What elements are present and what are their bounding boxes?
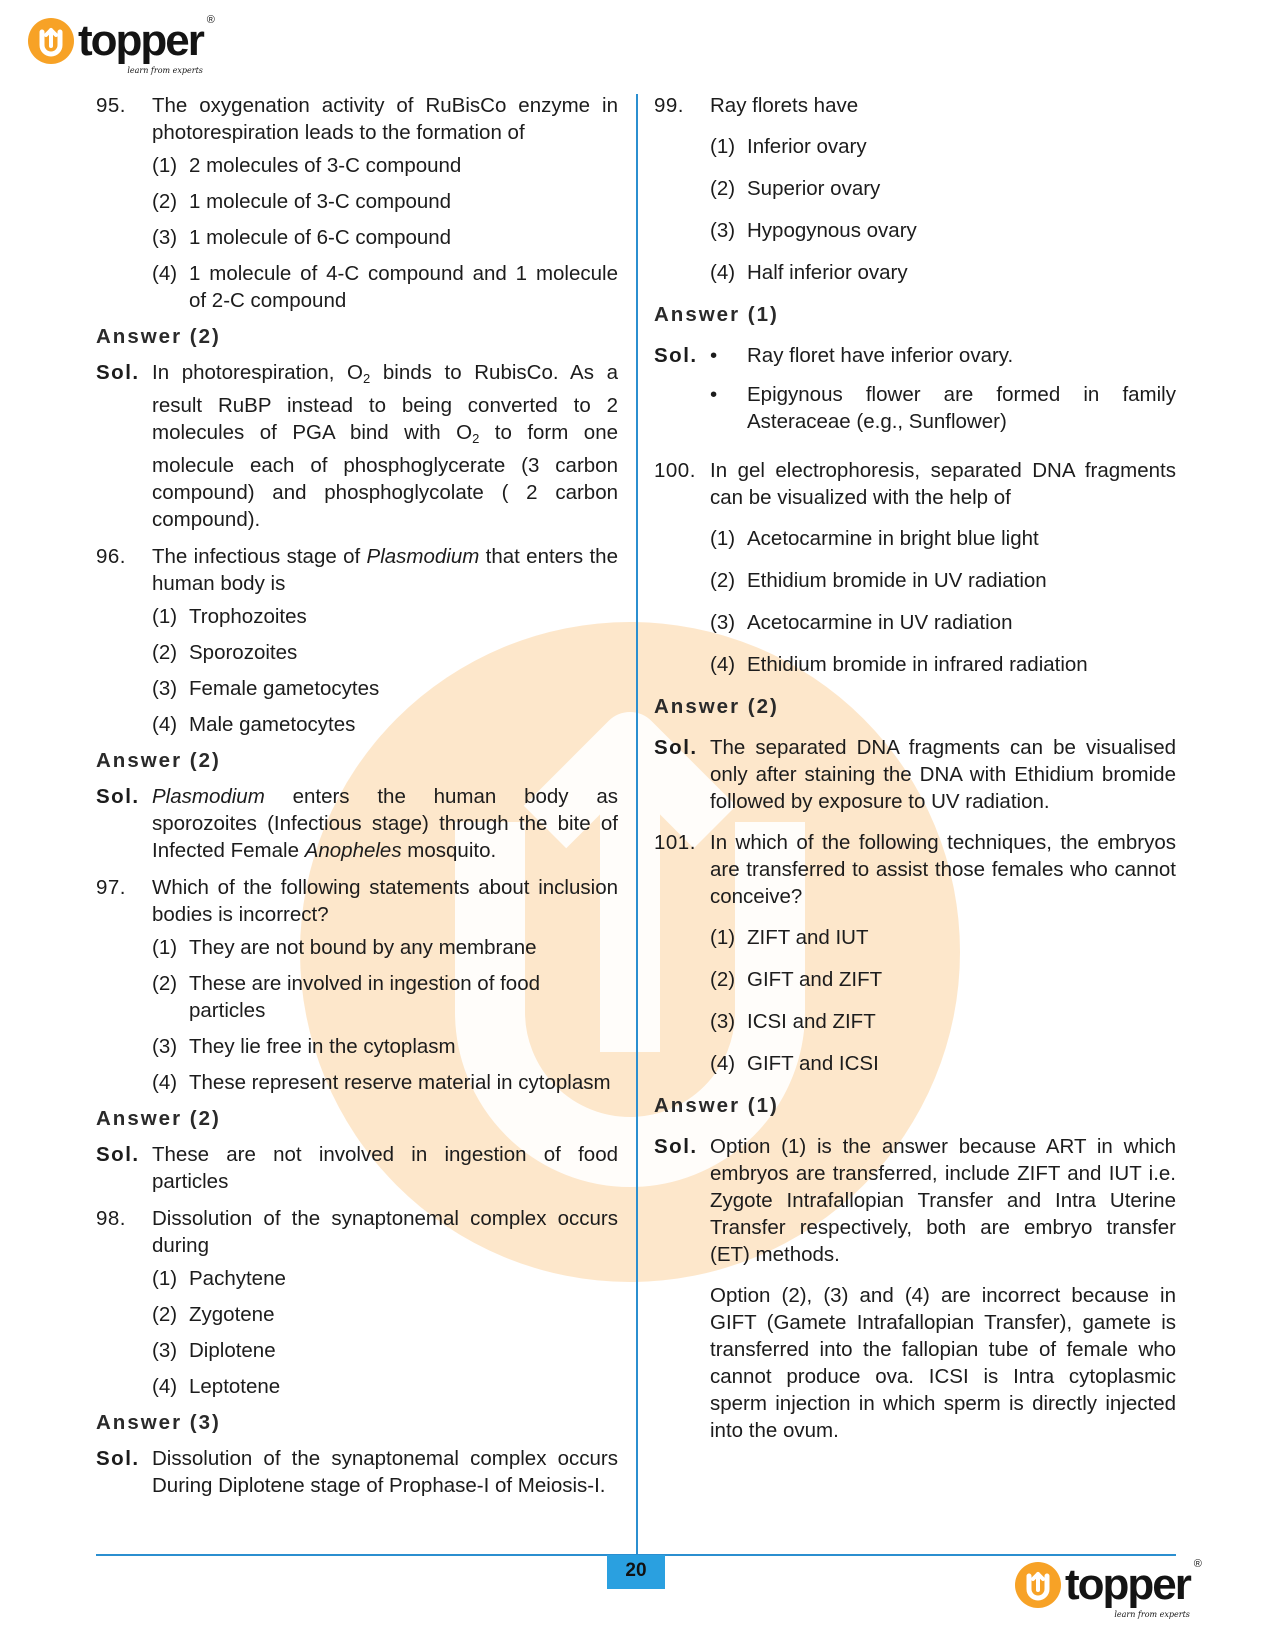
question-number: 95.	[96, 94, 126, 117]
option-label: (3)	[152, 1035, 178, 1058]
option-item	[152, 675, 618, 702]
answer-line: Answer (2)	[96, 325, 221, 348]
question-text: Dissolution of the synaptonemal complex occurs during	[152, 1207, 618, 1257]
option-text: GIFT and ICSI	[747, 1052, 879, 1075]
option-item	[710, 259, 1176, 286]
question-number: 101.	[654, 831, 696, 854]
option-label: (3)	[152, 226, 178, 249]
question-number: 100.	[654, 459, 696, 482]
option-label: (4)	[710, 1052, 736, 1075]
option-label: (3)	[710, 611, 736, 634]
question-96	[96, 543, 618, 738]
option-text: Leptotene	[189, 1375, 281, 1398]
column-divider	[636, 94, 638, 1554]
question-95	[96, 92, 618, 314]
option-text: 1 molecule of 4-C compound and 1 molecule of 2-C compound	[189, 262, 618, 312]
option-item	[710, 525, 1176, 552]
option-item	[152, 1373, 618, 1400]
option-text: 1 molecule of 3-C compound	[189, 190, 452, 213]
options-list	[152, 603, 618, 738]
option-label: (2)	[710, 177, 736, 200]
option-text: ZIFT and IUT	[747, 926, 869, 949]
option-text: Male gametocytes	[189, 713, 356, 736]
options-list	[710, 924, 1176, 1077]
option-label: (1)	[152, 1267, 178, 1290]
answer-line: Answer (2)	[96, 749, 221, 772]
topper-u-icon	[1015, 1562, 1061, 1608]
option-text: Half inferior ovary	[747, 261, 908, 284]
option-item	[152, 603, 618, 630]
option-item	[710, 1008, 1176, 1035]
option-item	[710, 651, 1176, 678]
option-item	[152, 152, 618, 179]
right-column	[654, 92, 1176, 1454]
answer-line: Answer (3)	[96, 1411, 221, 1434]
solution-label: Sol.	[96, 1143, 140, 1166]
answer-line: Answer (1)	[654, 303, 779, 326]
option-text: Zygotene	[189, 1303, 275, 1326]
question-text: The oxygenation activity of RuBisCo enzyme in photorespiration leads to the formation of	[152, 94, 618, 144]
option-label: (4)	[710, 653, 736, 676]
option-item	[152, 1069, 618, 1096]
option-label: (4)	[152, 262, 178, 285]
option-item	[152, 1033, 618, 1060]
option-text: Diplotene	[189, 1339, 276, 1362]
option-label: (1)	[152, 605, 178, 628]
option-text: Hypogynous ovary	[747, 219, 917, 242]
option-label: (2)	[710, 968, 736, 991]
option-item	[152, 224, 618, 251]
option-text: Acetocarmine in UV radiation	[747, 611, 1013, 634]
solution-text: Plasmodium enters the human body as sporozoites (Infectious stage) through the bite of Infected Female Anopheles mosquito.	[152, 785, 618, 862]
option-text: ICSI and ZIFT	[747, 1010, 876, 1033]
option-label: (2)	[152, 972, 178, 995]
question-text: The infectious stage of Plasmodium that enters the human body is	[152, 545, 618, 595]
option-item	[152, 260, 618, 314]
solution	[654, 734, 1176, 815]
option-label: (4)	[152, 1375, 178, 1398]
question-number: 96.	[96, 545, 126, 568]
solution-label: Sol.	[96, 1447, 140, 1470]
solution-body	[710, 1133, 1176, 1444]
brand-wordmark: topper ® learn from experts	[78, 14, 215, 75]
solution-label: Sol.	[654, 736, 698, 759]
option-label: (3)	[152, 1339, 178, 1362]
question-101	[654, 829, 1176, 1077]
option-text: Sporozoites	[189, 641, 298, 664]
option-item	[152, 1301, 618, 1328]
question-number: 99.	[654, 94, 684, 117]
solution-label: Sol.	[96, 785, 140, 808]
solution	[96, 1445, 618, 1499]
option-item	[710, 966, 1176, 993]
option-item	[152, 711, 618, 738]
topper-u-icon	[28, 18, 74, 64]
option-item	[710, 217, 1176, 244]
left-column	[96, 92, 618, 1509]
question-number: 97.	[96, 876, 126, 899]
option-item	[152, 1337, 618, 1364]
option-text: Ethidium bromide in infrared radiation	[747, 653, 1088, 676]
option-item	[710, 609, 1176, 636]
solution-text: In photorespiration, $O_2$ binds to RubisCo. As a result RuBP instead to being converted to 2 molecules of PGA bind with $O_2$ to form one molecule each of phosphoglycerate (3 carbon compound) and phosphoglycolate ( 2 carbon compound).	[152, 361, 619, 531]
brand-logo-bottom	[1015, 1558, 1202, 1619]
solution-text: The separated DNA fragments can be visualised only after staining the DNA with Ethidium bromide followed by exposure to UV radiation.	[710, 736, 1176, 813]
question-text: In gel electrophoresis, separated DNA fragments can be visualized with the help of	[710, 459, 1176, 509]
options-list	[152, 152, 618, 314]
solution-label: Sol.	[654, 344, 698, 367]
option-label: (3)	[710, 1010, 736, 1033]
question-number: 98.	[96, 1207, 126, 1230]
bullet-item: • Epigynous flower are formed in family Asteraceae (e.g., Sunflower)	[710, 383, 1176, 433]
solution	[654, 1133, 1176, 1444]
option-text: Inferior ovary	[747, 135, 867, 158]
option-label: (2)	[152, 1303, 178, 1326]
option-item	[152, 188, 618, 215]
option-text: 1 molecule of 6-C compound	[189, 226, 452, 249]
option-item	[152, 639, 618, 666]
option-item	[152, 970, 618, 1024]
options-list	[710, 133, 1176, 286]
option-text: Female gametocytes	[189, 677, 380, 700]
solution	[654, 342, 1176, 447]
option-label: (1)	[152, 154, 178, 177]
solution-paragraph: Option (1) is the answer because ART in which embryos are transferred, include ZIFT and IUT i.e. Zygote Intrafallopian Transfer and Intra Uterine Transfer respectively, both are embryo transfer (ET) methods.	[710, 1135, 1176, 1266]
answer-line: Answer (2)	[96, 1107, 221, 1130]
option-label: (1)	[152, 936, 178, 959]
brand-wordmark: topper ® learn from experts	[1065, 1558, 1202, 1619]
solution-paragraph: Option (2), (3) and (4) are incorrect because in GIFT (Gamete Intrafallopian Transfer), gamete is transferred into the fallopian tube of female who cannot produce ova. ICSI is Intra cytoplasmic sperm injection in which sperm is directly injected into the ovum.	[710, 1284, 1176, 1442]
option-text: GIFT and ZIFT	[747, 968, 883, 991]
option-item	[710, 175, 1176, 202]
option-text: Pachytene	[189, 1267, 286, 1290]
solution	[96, 1141, 618, 1195]
option-text: 2 molecules of 3-C compound	[189, 154, 462, 177]
answer-line: Answer (1)	[654, 1094, 779, 1117]
option-item	[710, 133, 1176, 160]
option-label: (3)	[152, 677, 178, 700]
options-list	[152, 1265, 618, 1400]
option-item	[710, 1050, 1176, 1077]
question-100	[654, 457, 1176, 678]
option-text: Superior ovary	[747, 177, 881, 200]
option-text: They are not bound by any membrane	[189, 936, 537, 959]
option-label: (2)	[152, 641, 178, 664]
solution-label: Sol.	[96, 361, 140, 384]
option-label: (3)	[710, 219, 736, 242]
option-label: (4)	[152, 1071, 178, 1094]
solution-text: These are not involved in ingestion of food particles	[152, 1143, 618, 1193]
page-number: 20	[607, 1555, 665, 1589]
question-99	[654, 92, 1176, 286]
bullet-item: • Ray floret have inferior ovary.	[710, 344, 1014, 367]
question-97	[96, 874, 618, 1096]
options-list	[152, 934, 618, 1096]
option-text: Trophozoites	[189, 605, 307, 628]
option-text: These represent reserve material in cytoplasm	[189, 1071, 611, 1094]
option-text: Ethidium bromide in UV radiation	[747, 569, 1047, 592]
option-label: (1)	[710, 926, 736, 949]
solution	[96, 359, 618, 533]
solution-label: Sol.	[654, 1135, 698, 1158]
option-text: They lie free in the cytoplasm	[189, 1035, 456, 1058]
option-label: (2)	[710, 569, 736, 592]
option-label: (2)	[152, 190, 178, 213]
question-98	[96, 1205, 618, 1400]
option-label: (4)	[152, 713, 178, 736]
solution-bullets	[710, 342, 1176, 447]
option-label: (4)	[710, 261, 736, 284]
question-text: Ray florets have	[710, 94, 859, 117]
question-text: In which of the following techniques, the embryos are transferred to assist those females who cannot conceive?	[710, 831, 1176, 908]
answer-line: Answer (2)	[654, 695, 779, 718]
brand-logo-top	[28, 14, 215, 75]
option-label: (1)	[710, 135, 736, 158]
option-item	[710, 567, 1176, 594]
option-item	[710, 924, 1176, 951]
option-text: Acetocarmine in bright blue light	[747, 527, 1039, 550]
options-list	[710, 525, 1176, 678]
question-text: Which of the following statements about inclusion bodies is incorrect?	[152, 876, 618, 926]
option-item	[152, 934, 618, 961]
solution-text: Dissolution of the synaptonemal complex occurs During Diplotene stage of Prophase-I of Meiosis-I.	[152, 1447, 618, 1497]
option-item	[152, 1265, 618, 1292]
option-label: (1)	[710, 527, 736, 550]
option-text: These are involved in ingestion of food particles	[189, 972, 541, 1022]
solution	[96, 783, 618, 864]
